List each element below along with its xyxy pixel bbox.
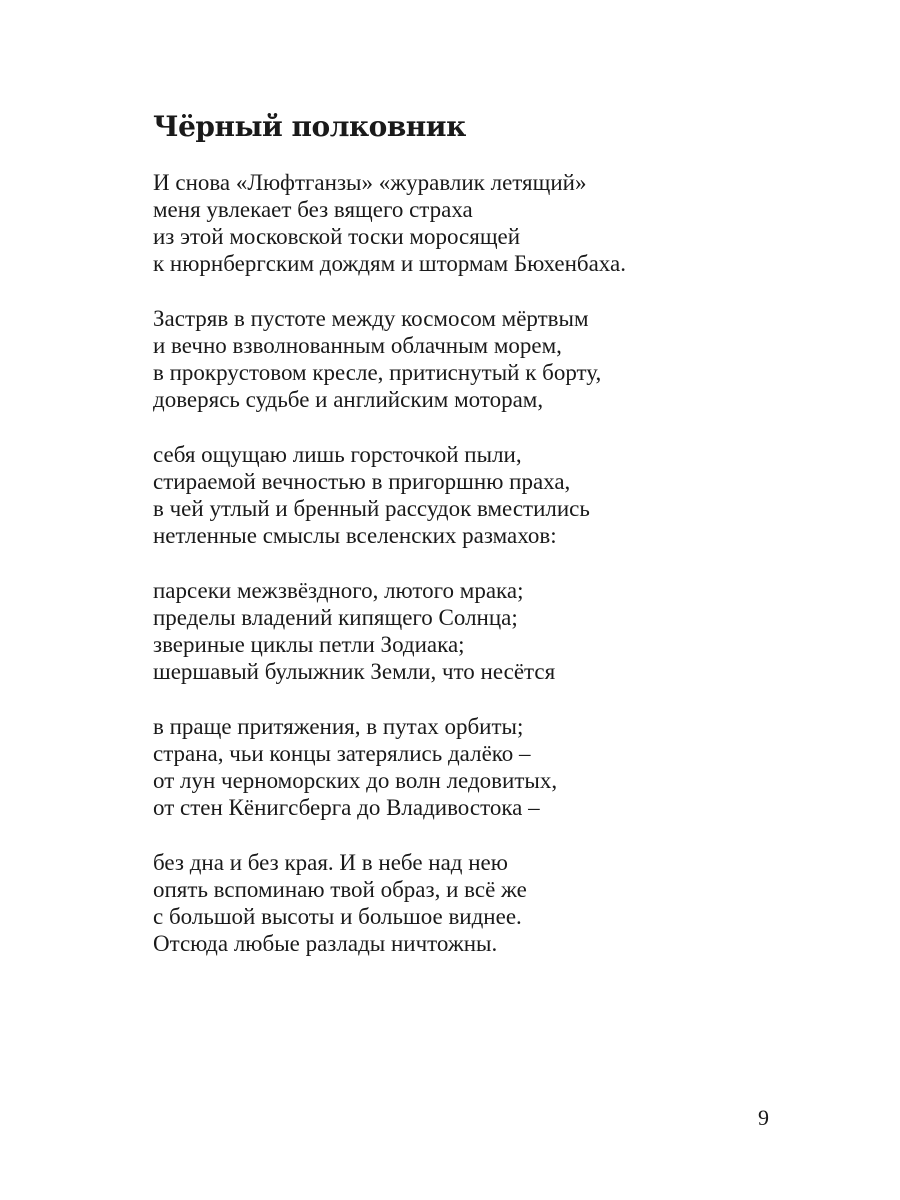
poem-line: себя ощущаю лишь горсточкой пыли, <box>153 442 522 467</box>
stanza-4 <box>153 577 773 685</box>
stanza-1 <box>153 169 773 277</box>
poem-line: и вечно взволнованным облачным морем, <box>153 333 562 358</box>
stanza-3 <box>153 441 773 549</box>
page-number: 9 <box>758 1105 769 1130</box>
poem-line: без дна и без края. И в небе над нею <box>153 850 508 875</box>
stanza-2 <box>153 305 773 413</box>
poem-line: И снова «Люфтганзы» «журавлик летящий» <box>153 170 587 195</box>
poem-line: Застряв в пустоте между космосом мёртвым <box>153 306 589 331</box>
poem-line: из этой московской тоски моросящей <box>153 224 521 249</box>
poem-line: от лун черноморских до волн ледовитых, <box>153 768 558 793</box>
poem-body <box>153 169 773 985</box>
poem-line: от стен Кёнигсберга до Владивостока – <box>153 795 540 820</box>
poem-line: Отсюда любые разлады ничтожны. <box>153 931 498 956</box>
poem-line: меня увлекает без вящего страха <box>153 197 473 222</box>
poem-line: пределы владений кипящего Солнца; <box>153 605 518 630</box>
poem-line: доверясь судьбе и английским моторам, <box>153 387 544 412</box>
poem-line: к нюрнбергским дождям и штормам Бюхенбаха. <box>153 251 626 276</box>
poem-line: нетленные смыслы вселенских размахов: <box>153 523 557 548</box>
stanza-6 <box>153 849 773 957</box>
poem-line: звериные циклы петли Зодиака; <box>153 632 465 657</box>
poem-line: в прокрустовом кресле, притиснутый к борту, <box>153 360 602 385</box>
poem-line: в чей утлый и бренный рассудок вместились <box>153 496 590 521</box>
poem-line: опять вспоминаю твой образ, и всё же <box>153 877 527 902</box>
poem-line: стираемой вечностью в пригоршню праха, <box>153 469 571 494</box>
poem-line: шершавый булыжник Земли, что несётся <box>153 659 556 684</box>
poem-line: парсеки межзвёздного, лютого мрака; <box>153 578 524 603</box>
poem-line: страна, чьи концы затерялись далёко – <box>153 741 531 766</box>
poem-line: в праще притяжения, в путах орбиты; <box>153 714 524 739</box>
poem-title: Чёрный полковник <box>153 110 466 143</box>
stanza-5 <box>153 713 773 821</box>
poem-line: с большой высоты и большое виднее. <box>153 904 522 929</box>
